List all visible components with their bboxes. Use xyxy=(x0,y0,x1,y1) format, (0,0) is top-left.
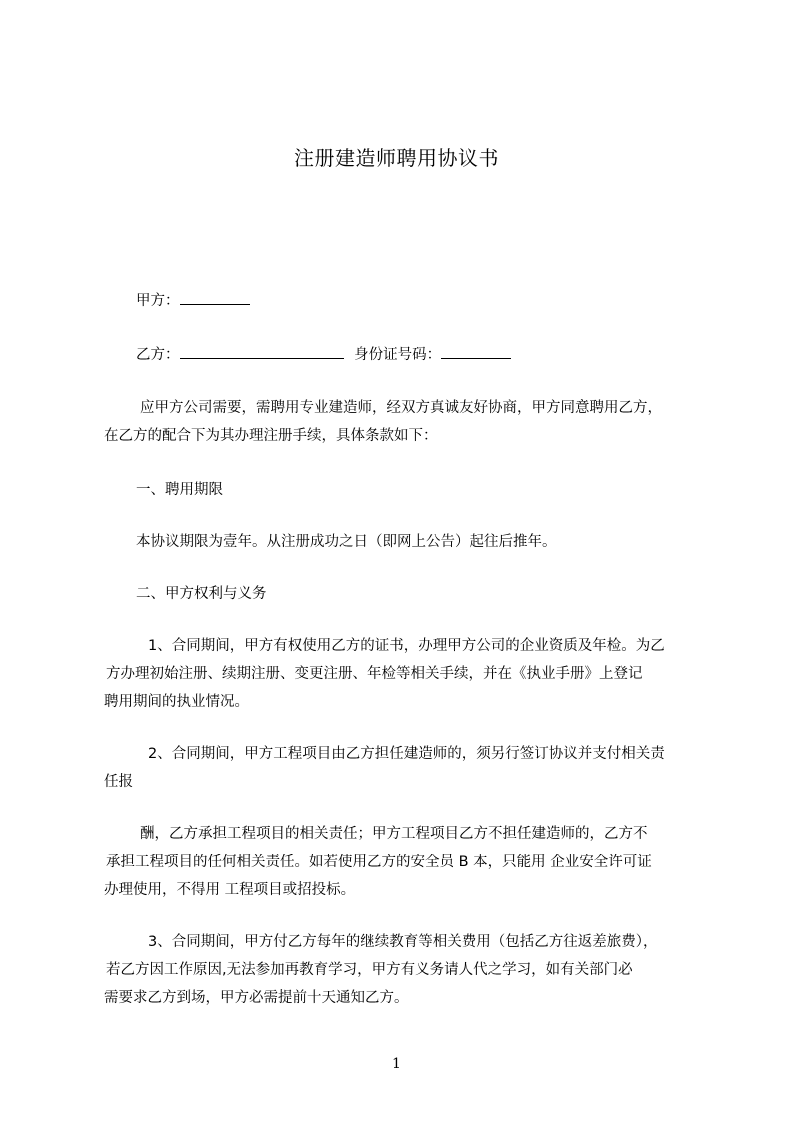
item-2-line-5: 办理使用，不得用 工程项目或招投标。 xyxy=(104,882,356,898)
item-2-line-4: 承担工程项目的任何相关责任。如若使用乙方的安全员 B 本，只能用 企业安全许可证 xyxy=(106,854,652,870)
party-a-blank xyxy=(180,292,250,305)
party-b-label: 乙方： xyxy=(136,347,180,363)
intro-line-2: 在乙方的配合下为其办理注册手续，具体条款如下： xyxy=(104,428,438,444)
section-1-heading: 一、聘用期限 xyxy=(136,482,223,498)
party-a-line xyxy=(136,292,250,310)
id-number-label: 身份证号码： xyxy=(354,347,442,363)
id-number-blank xyxy=(441,346,511,359)
section-2-heading: 二、甲方权利与义务 xyxy=(136,586,267,602)
item-3-line-3: 需要求乙方到场，甲方必需提前十天通知乙方。 xyxy=(104,990,409,1006)
intro-line-1: 应甲方公司需要，需聘用专业建造师，经双方真诚友好协商，甲方同意聘用乙方， xyxy=(140,400,662,416)
item-1-line-2: 方办理初始注册、续期注册、变更注册、年检等相关手续，并在《执业手册》上登记 xyxy=(106,666,643,682)
document-title: 注册建造师聘用协议书 xyxy=(294,146,499,170)
item-3-line-2: 若乙方因工作原因,无法参加再教育学习，甲方有义务请人代之学习，如有关部门必 xyxy=(106,962,633,978)
item-1-line-3: 聘用期间的执业情况。 xyxy=(104,694,249,710)
party-a-label: 甲方： xyxy=(136,293,180,309)
section-1-body: 本协议期限为壹年。从注册成功之日（即网上公告）起往后推年。 xyxy=(136,534,557,550)
party-b-line xyxy=(136,346,511,364)
party-b-blank xyxy=(180,346,344,359)
item-1-line-1: 1、合同期间，甲方有权使用乙方的证书，办理甲方公司的企业资质及年检。为乙 xyxy=(148,638,665,654)
item-2-line-1: 2、合同期间，甲方工程项目由乙方担任建造师的，须另行签订协议并支付相关责 xyxy=(148,746,665,762)
item-2-line-3: 酬，乙方承担工程项目的相关责任；甲方工程项目乙方不担任建造师的，乙方不 xyxy=(140,826,648,842)
page-number: 1 xyxy=(392,1056,401,1072)
item-3-line-1: 3、合同期间，甲方付乙方每年的继续教育等相关费用（包括乙方往返差旅费）， xyxy=(148,934,658,950)
item-2-line-2: 任报 xyxy=(104,774,133,790)
